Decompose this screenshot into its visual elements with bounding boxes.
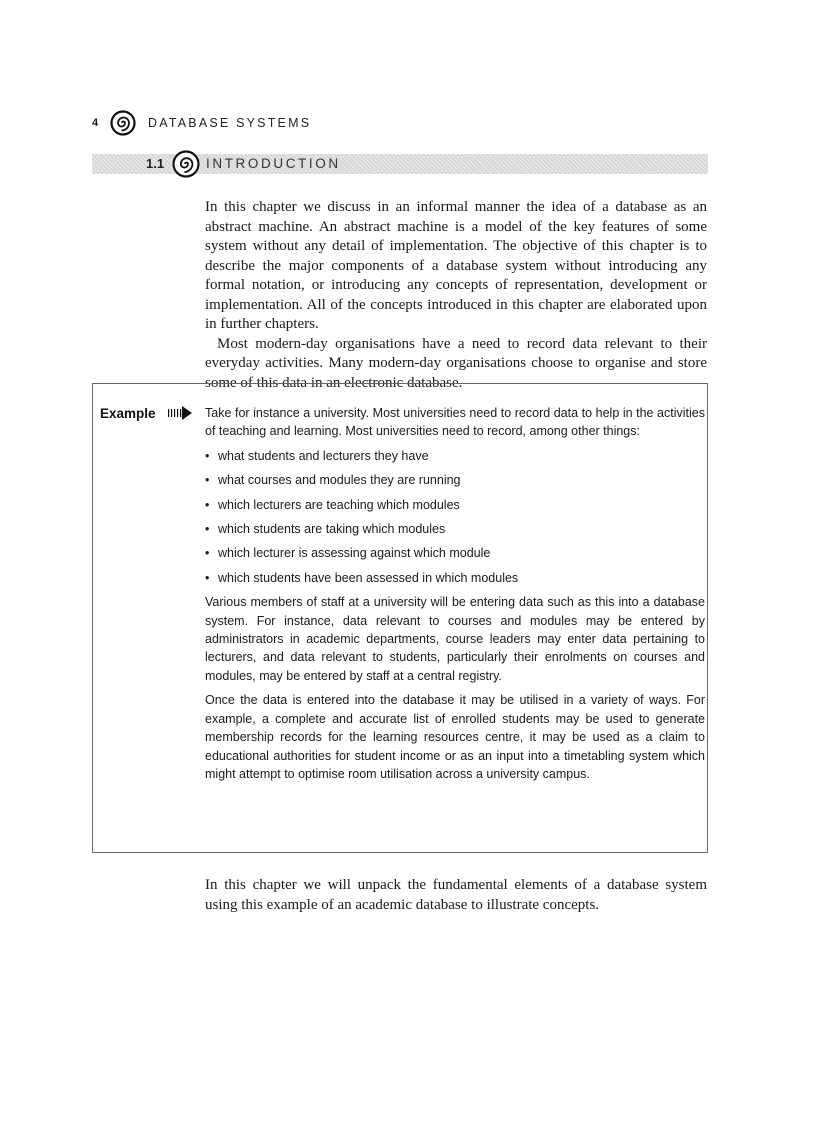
- list-item: [205, 569, 705, 587]
- bullet-icon: •: [205, 497, 210, 512]
- bullet-icon: •: [205, 570, 210, 585]
- bullet-icon: •: [205, 522, 210, 537]
- example-paragraph-2: Various members of staff at a university will be entering data such as this into a database system. For instance, data relevant to courses and modules may be entered by administrators in academic departments, course leaders may enter data pertaining to lecturers, and data relevant to students, particularly their enrolments on courses and modules, may be entered by staff at a central registry.: [205, 595, 705, 683]
- section-title: INTRODUCTION: [206, 156, 341, 171]
- section-number: 1.1: [146, 156, 165, 171]
- example-paragraph-3: Once the data is entered into the database it may be utilised in a variety of ways. For example, a complete and accurate list of enrolled students may be used to generate membership records for the learning resources centre, it may be used as a claim to educational authorities for student income or as an input into a timetabling system which might attempt to optimise room utilisation across a university campus.: [205, 693, 705, 781]
- bullet-icon: •: [205, 473, 210, 488]
- intro-paragraph-2: Most modern-day organisations have a need to record data relevant to their everyday activities. Many modern-day organisations choose to organise and store some of this data in an electronic database.: [205, 335, 707, 391]
- closing-text: [205, 876, 707, 915]
- list-item-text: which students have been assessed in which modules: [218, 570, 519, 585]
- spiral-section-icon: [172, 150, 200, 178]
- intro-text: [205, 198, 707, 393]
- example-lead: Take for instance a university. Most universities need to record data to help in the activities of teaching and learning. Most universities need to record, among other things:: [205, 406, 705, 439]
- list-item-text: which lecturers are teaching which modules: [218, 497, 460, 512]
- example-content: [205, 404, 705, 789]
- list-item-text: what students and lecturers they have: [218, 448, 429, 463]
- running-title: DATABASE SYSTEMS: [148, 116, 312, 130]
- arrow-right-icon: [168, 406, 194, 420]
- example-label: Example: [100, 406, 156, 421]
- spiral-logo-icon: [110, 110, 136, 136]
- intro-paragraph-1: In this chapter we discuss in an informal manner the idea of a database as an abstract machine. An abstract machine is a model of the key features of some system without any detail of implementation. The objective of this chapter is to describe the major components of a database system without introducing any formal notation, or introducing any concepts of representation, development or implementation. All of the concepts introduced in this chapter are elaborated upon in further chapters.: [205, 199, 707, 332]
- list-item-text: what courses and modules they are running: [218, 473, 461, 488]
- list-item: [205, 496, 705, 514]
- bullet-icon: •: [205, 546, 210, 561]
- closing-paragraph: In this chapter we will unpack the fundamental elements of a database system using this example of an academic database to illustrate concepts.: [205, 877, 707, 913]
- list-item: [205, 544, 705, 562]
- page-number: 4: [92, 117, 99, 129]
- list-item-text: which lecturer is assessing against which module: [218, 546, 491, 561]
- list-item: [205, 471, 705, 489]
- list-item-text: which students are taking which modules: [218, 522, 446, 537]
- list-item: [205, 520, 705, 538]
- list-item: [205, 447, 705, 465]
- running-head: [92, 108, 311, 138]
- bullet-icon: •: [205, 448, 210, 463]
- example-bullet-list: [205, 447, 705, 587]
